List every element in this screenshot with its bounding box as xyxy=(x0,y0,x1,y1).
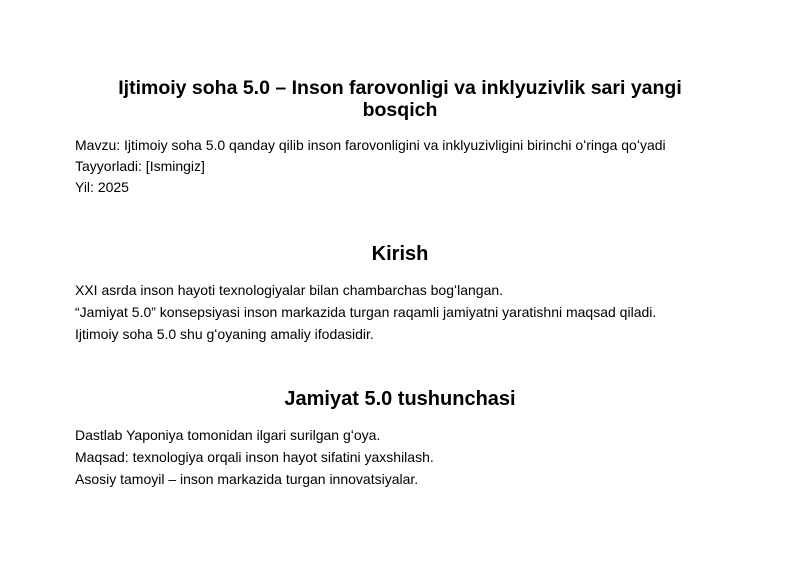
paragraph-line: Asosiy tamoyil – inson markazida turgan innovatsiyalar. xyxy=(75,471,419,487)
author-line: Tayyorladi: [Ismingiz] xyxy=(75,158,205,174)
paragraph-line: Ijtimoiy soha 5.0 shu gʻoyaning amaliy ifodasidir. xyxy=(75,326,374,342)
document-title: Ijtimoiy soha 5.0 – Inson farovonligi va inklyuzivlik sari yangi bosqich xyxy=(118,77,682,121)
topic-line: Mavzu: Ijtimoiy soha 5.0 qanday qilib inson farovonligini va inklyuzivligini birinchi oʻringa qoʻyadi xyxy=(75,137,666,153)
section-heading-jamiyat: Jamiyat 5.0 tushunchasi xyxy=(284,388,516,410)
paragraph-line: XXI asrda inson hayoti texnologiyalar bilan chambarchas bogʻlangan. xyxy=(75,282,504,298)
year-line: Yil: 2025 xyxy=(75,179,129,195)
document-meta xyxy=(75,135,666,198)
section-body-jamiyat xyxy=(75,424,434,490)
section-heading-kirish: Kirish xyxy=(371,243,429,265)
section-body-kirish xyxy=(75,279,656,345)
paragraph-line: “Jamiyat 5.0” konsepsiyasi inson markazida turgan raqamli jamiyatni yaratishni maqsad qiladi. xyxy=(75,304,657,320)
paragraph-line: Maqsad: texnologiya orqali inson hayot sifatini yaxshilash. xyxy=(75,449,434,465)
paragraph-line: Dastlab Yaponiya tomonidan ilgari surilgan gʻoya. xyxy=(75,427,381,443)
